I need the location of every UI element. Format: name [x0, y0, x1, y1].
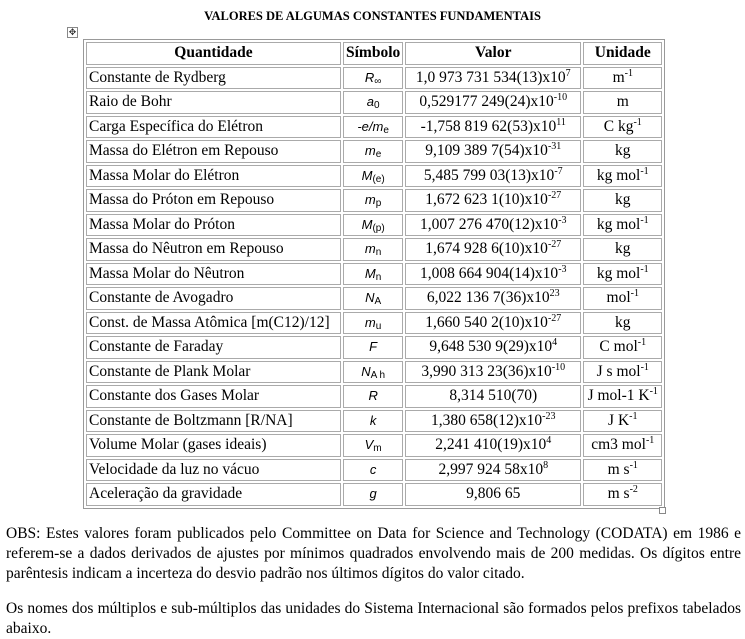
- symbol-cell: $a_0$: [343, 91, 403, 114]
- symbol-cell: R: [343, 385, 403, 408]
- quantity-cell: Velocidade da luz no vácuo: [86, 459, 341, 482]
- value-cell: 2,997 924 $58x10^8$: [405, 459, 581, 482]
- table-row: [86, 67, 662, 90]
- symbol-subscript: u: [375, 320, 382, 332]
- unit-cell: kg: [583, 238, 662, 261]
- value-exponent: -27: [547, 312, 562, 324]
- quantity-cell: Massa do Nêutron em Repouso: [86, 238, 341, 261]
- document-title: VALORES DE ALGUMAS CONSTANTES FUNDAMENTAIS: [204, 9, 541, 23]
- symbol-subscript: A: [374, 296, 382, 308]
- symbol-subscript: e: [383, 124, 389, 136]
- table-row: [86, 336, 662, 359]
- symbol-cell: $m_u$: [343, 312, 403, 335]
- value-exponent: -27: [547, 190, 562, 202]
- table-resize-handle[interactable]: [659, 507, 666, 514]
- value-cell: 1,674 928 $6(10)x10^{-27}$: [405, 238, 581, 261]
- table-row: [86, 434, 662, 457]
- value-exponent: 23: [549, 288, 560, 300]
- symbol-cell: $m_n$: [343, 238, 403, 261]
- symbol-subscript: n: [375, 271, 382, 283]
- unit-cell: $m^{-1}$: [583, 67, 662, 90]
- value-exponent: -27: [547, 239, 562, 251]
- value-cell: 1,007 276 $470(12)x10^{-3}$: [405, 214, 581, 237]
- symbol-subscript: ∞: [374, 75, 382, 87]
- value-exponent: -10: [551, 361, 566, 373]
- table-move-handle-icon[interactable]: ✥: [68, 27, 77, 37]
- quantity-cell: Massa Molar do Nêutron: [86, 263, 341, 286]
- symbol-subscript: (e): [372, 173, 385, 185]
- value-cell: 1,380 $658(12)x10^{-23}$: [405, 410, 581, 433]
- quantity-cell: Constante de Avogadro: [86, 287, 341, 310]
- quantity-cell: Constante de Faraday: [86, 336, 341, 359]
- unit-cell: m $s^{-1}$: [583, 459, 662, 482]
- value-exponent: -3: [558, 214, 567, 226]
- value-exponent: -7: [554, 165, 563, 177]
- value-exponent: -31: [547, 141, 562, 153]
- quantity-cell: Massa Molar do Elétron: [86, 165, 341, 188]
- value-cell: -1,758 819 $62(53)x10^{11}$: [405, 116, 581, 139]
- table-row: [86, 483, 662, 506]
- quantity-cell: Massa do Próton em Repouso: [86, 189, 341, 212]
- prefix-note-paragraph: Os nomes dos múltiplos e sub-múltiplos das unidades do Sistema Internacional são formados pelos prefixos tabelados abaixo.: [6, 600, 741, 637]
- quantity-cell: Massa do Elétron em Repouso: [86, 140, 341, 163]
- value-cell: 2,241 $410(19)x10^4$: [405, 434, 581, 457]
- unit-cell: kg mol$^{-1}$: [583, 263, 662, 286]
- unit-exponent: -1: [629, 410, 638, 422]
- symbol-cell: c: [343, 459, 403, 482]
- quantity-cell: Massa Molar do Próton: [86, 214, 341, 237]
- symbol-cell: $M_{(e)}$: [343, 165, 403, 188]
- value-cell: 1,008 664 $904(14)x10^{-3}$: [405, 263, 581, 286]
- unit-cell: J $K^{-1}$: [583, 410, 662, 433]
- unit-exponent: -2: [629, 484, 638, 496]
- value-cell: 5,485 799 $03(13)x10^{-7}$: [405, 165, 581, 188]
- unit-cell: m: [583, 91, 662, 114]
- quantity-cell: Carga Específica do Elétron: [86, 116, 341, 139]
- table-row: [86, 263, 662, 286]
- table-row: [86, 238, 662, 261]
- value-exponent: 4: [552, 337, 558, 349]
- unit-cell: J mol-1 $K^{-1}$: [583, 385, 662, 408]
- quantity-cell: Volume Molar (gases ideais): [86, 434, 341, 457]
- unit-cell: C $kg^{-1}$: [583, 116, 662, 139]
- header-quantidade: Quantidade: [86, 42, 341, 65]
- value-exponent: -23: [542, 410, 556, 422]
- symbol-cell: F: [343, 336, 403, 359]
- table-row: [86, 410, 662, 433]
- header-simbolo: Símbolo: [343, 42, 403, 65]
- table-row: [86, 189, 662, 212]
- constants-table: [83, 39, 665, 509]
- symbol-cell: k: [343, 410, 403, 433]
- symbol-subscript: (p): [372, 222, 385, 234]
- symbol-cell: $N_A$: [343, 287, 403, 310]
- header-valor: Valor: [405, 42, 581, 65]
- value-cell: 1,0 973 731 $534(13)x10^7$: [405, 67, 581, 90]
- table-row: [86, 385, 662, 408]
- symbol-subscript: p: [375, 198, 382, 210]
- table-row: [86, 361, 662, 384]
- quantity-cell: Constante de Rydberg: [86, 67, 341, 90]
- value-cell: 9,806 65: [405, 483, 581, 506]
- quantity-cell: Constante de Plank Molar: [86, 361, 341, 384]
- table-row: [86, 312, 662, 335]
- quantity-cell: Const. de Massa Atômica [m(C12)/12]: [86, 312, 341, 335]
- header-unidade: Unidade: [583, 42, 662, 65]
- unit-exponent: -1: [640, 263, 649, 275]
- value-cell: 3,990 313 $23(36)x10^{-10}$: [405, 361, 581, 384]
- unit-cell: kg mol$^{-1}$: [583, 165, 662, 188]
- table-row: [86, 116, 662, 139]
- value-cell: 0,529177 $249(24)x10^{-10}$: [405, 91, 581, 114]
- symbol-cell: $m_e$: [343, 140, 403, 163]
- value-cell: 8,314 510(70): [405, 385, 581, 408]
- table-row: [86, 459, 662, 482]
- value-cell: 1,660 540 $2(10)x10^{-27}$: [405, 312, 581, 335]
- unit-exponent: -1: [640, 214, 649, 226]
- value-cell: 9,109 389 $7(54)x10^{-31}$: [405, 140, 581, 163]
- symbol-subscript: A h: [370, 369, 386, 381]
- symbol-cell: g: [343, 483, 403, 506]
- unit-cell: C mol$^{-1}$: [583, 336, 662, 359]
- quantity-cell: Constante dos Gases Molar: [86, 385, 341, 408]
- symbol-cell: $M_{(p)}$: [343, 214, 403, 237]
- table-row: [86, 140, 662, 163]
- table-row: [86, 91, 662, 114]
- unit-exponent: -1: [645, 435, 655, 447]
- quantity-cell: Aceleração da gravidade: [86, 483, 341, 506]
- value-exponent: 11: [556, 116, 566, 128]
- unit-cell: kg mol$^{-1}$: [583, 214, 662, 237]
- value-cell: 6,022 136 $7(36)x10^{23}$: [405, 287, 581, 310]
- symbol-subscript: m: [373, 443, 382, 455]
- symbol-cell: $N_{A h}$: [343, 361, 403, 384]
- quantity-cell: Constante de Boltzmann [R/NA]: [86, 410, 341, 433]
- symbol-subscript: n: [375, 247, 382, 259]
- symbol-cell: $R_\infty$: [343, 67, 403, 90]
- unit-cell: mol$^{-1}$: [583, 287, 662, 310]
- symbol-cell: $M_n$: [343, 263, 403, 286]
- symbol-subscript: 0: [373, 100, 380, 112]
- unit-cell: m $s^{-2}$: [583, 483, 662, 506]
- value-exponent: 7: [565, 67, 571, 79]
- quantity-cell: Raio de Bohr: [86, 91, 341, 114]
- symbol-subscript: e: [375, 149, 382, 161]
- unit-exponent: -1: [640, 165, 649, 177]
- table-header-row: [86, 42, 662, 65]
- table-row: [86, 165, 662, 188]
- value-cell: 9,648 530 $9(29)x10^4$: [405, 336, 581, 359]
- unit-exponent: -1: [630, 288, 639, 300]
- unit-exponent: -1: [637, 337, 647, 349]
- unit-cell: kg: [583, 312, 662, 335]
- unit-exponent: -1: [624, 67, 633, 79]
- unit-exponent: -1: [649, 386, 658, 398]
- symbol-cell: $V_m$: [343, 434, 403, 457]
- table-row: [86, 287, 662, 310]
- table-row: [86, 214, 662, 237]
- unit-cell: J s mol$^{-1}$: [583, 361, 662, 384]
- unit-exponent: -1: [629, 459, 638, 471]
- symbol-cell: $m_p$: [343, 189, 403, 212]
- value-exponent: 8: [543, 459, 549, 471]
- unit-exponent: -1: [640, 361, 649, 373]
- obs-paragraph: OBS: Estes valores foram publicados pelo Committee on Data for Science and Technology (CODATA) em 1986 e referem-se a dados derivados de ajustes por mínimos quadrados envolvendo mais de 200 medidas. Os dígitos entre parêntesis indicam a incerteza do desvio padrão nos últimos dígitos do valor citado.: [6, 525, 741, 582]
- value-cell: 1,672 623 $1(10)x10^{-27}$: [405, 189, 581, 212]
- value-exponent: -3: [558, 263, 567, 275]
- value-exponent: -10: [553, 92, 568, 104]
- unit-cell: kg: [583, 140, 662, 163]
- value-exponent: 4: [546, 435, 552, 447]
- unit-cell: kg: [583, 189, 662, 212]
- unit-cell: cm3 mol$^{-1}$: [583, 434, 662, 457]
- symbol-cell: $-e/m_e$: [343, 116, 403, 139]
- unit-exponent: -1: [633, 116, 642, 128]
